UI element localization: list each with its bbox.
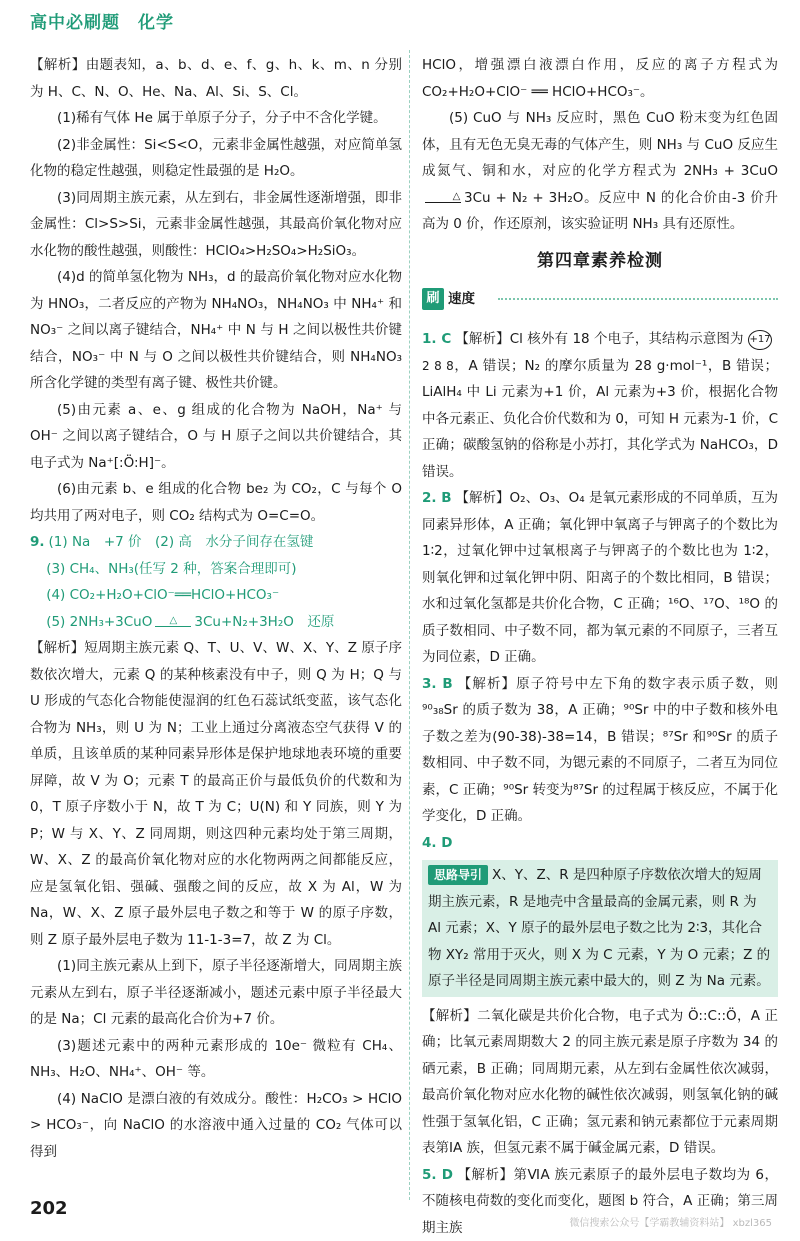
analysis-text: 【解析】O₂、O₃、O₄ 是氧元素形成的不同单质，互为同素异形体，A 正确；氧化钾中氧离子与钾离子的个数比为 1∶2，过氧化钾中过氧根离子与钾离子的个数比也为 1∶2，则氧化钾和过氧化钾中阴、阳离子的个数比相同，B 错误；水和过氧化氢都是共价化合物，C 正确；¹⁶O、¹⁷O、¹⁸O 的质子数相同、中子数不同，都为氧元素的不同原子，三者互为同位素，D 正确。 [422,490,778,665]
thinking-guide-text: X、Y、Z、R 是四种原子序数依次增大的短周期主族元素，R 是地壳中含量最高的金属元素，则 R 为 Al 元素；X、Y 原子的最外层电子数之比为 2∶3，其化合物 XY₂ 常用于灭火，则 X 为 C 元素，Y 为 O 元素；Z 的原子半径是同周期主族元素中最大的，则 Z 为 Na 元素。 [428,867,770,989]
nucleus: +17 [748,330,772,350]
question-number: 5. D [422,1167,453,1183]
analysis-9-part4: (4) NaClO 是漂白液的有效成分。酸性：H₂CO₃ > HClO > HCO₃⁻，向 NaClO 的水溶液中通入过量的 CO₂ 气体可以得到 [30,1086,402,1166]
question-4 [422,830,778,857]
reaction-condition [425,192,461,203]
footer-watermark: 微信搜索公众号【学霸教辅资料站】 xbzl365 [569,1214,772,1229]
brush-icon: 刷 [422,288,444,310]
question-5 [422,1162,778,1241]
analysis-text: 【解析】Cl 核外有 18 个电子，其结构示意图为 [455,331,743,347]
analysis-8: 【解析】由题表知，a、b、d、e、f、g、h、k、m、n 分别为 H、C、N、O、He、Na、Al、Si、S、Cl。 [30,52,402,105]
left-column [30,52,402,1165]
analysis-9-continued: HClO，增强漂白液漂白作用，反应的离子方程式为 CO₂+H₂O+ClO⁻ ══ HClO+HCO₃⁻。 [422,52,778,105]
answer-line: (1) Na +7 价 (2) 高 水分子间存在氢键 [49,534,314,550]
chapter-title: 第四章素养检测 [422,248,778,275]
header-title: 高中必刷题 化学 [30,8,174,33]
analysis-9-part1: (1)同主族元素从上到下，原子半径逐渐增大，同周期主族元素从左到右，原子半径逐渐减小，题述元素中原子半径最大的是 Na；Cl 元素的最高化合价为+7 价。 [30,953,402,1033]
equation-left: (5) 2NH₃+3CuO [46,614,152,630]
electron-shells: 2 8 8 [422,359,454,373]
answer-line: (3) CH₄、NH₃(任写 2 种，答案合理即可) [30,556,402,583]
analysis-text: ，A 错误；N₂ 的摩尔质量为 28 g·mol⁻¹，B 错误；LiAlH₄ 中 Li 元素为+1 价，Al 元素为+3 价，根据化合物中各元素正、负化合价代数和为 0，可知 H 元素为-1 价，C 正确；碳酸氢钠的俗称是小苏打，其化学式为 NaHCO₃，D 错误。 [422,358,778,480]
analysis-8-part6: (6)由元素 b、e 组成的化合物 be₂ 为 CO₂，C 与每个 O 均共用了两对电子，则 CO₂ 结构式为 O=C=O。 [30,476,402,529]
question-2 [422,485,778,671]
analysis-text: 【解析】第ⅥA 族元素原子的最外层电子数均为 6，不随核电荷数的变化而变化，题图 b 符合，A 正确；第三周期主族 [422,1167,778,1236]
thinking-guide-box [422,860,778,997]
analysis-9-part5 [422,105,778,238]
heat-symbol: △ [170,615,178,626]
dotted-rule [498,298,778,300]
question-number: 9. [30,534,45,550]
question-number: 4. D [422,835,452,851]
question-3 [422,671,778,830]
question-number: 3. B [422,676,453,692]
question-number: 2. B [422,490,452,506]
analysis-8-part1: (1)稀有气体 He 属于单原子分子，分子中不含化学键。 [30,105,402,132]
analysis-8-part3: (3)同周期主族元素，从左到右，非金属性逐渐增强，即非金属性：Cl>S>Si，元素非金属性越强，其最高价氧化物对应水化物的酸性越强，则酸性：HClO₄>H₂SO₄>H₂SiO₃。 [30,185,402,265]
analysis-8-part2: (2)非金属性：Si<S<O，元素非金属性越强，对应简单氢化物的稳定性越强，则稳定性最强的是 H₂O。 [30,132,402,185]
reaction-condition [155,616,191,627]
right-column [422,52,778,1241]
section-speed [422,286,778,312]
question-1 [422,326,778,485]
answer-line: (4) CO₂+H₂O+ClO⁻══HClO+HCO₃⁻ [30,582,402,609]
heat-symbol: △ [453,191,461,202]
section-label: 速度 [448,291,475,307]
column-divider [409,50,410,1200]
analysis-text: (5) CuO 与 NH₃ 反应时，黑色 CuO 粉末变为红色固体，且有无色无臭无毒的气体产生，则 NH₃ 与 CuO 反应生成氮气、铜和水，对应的化学方程式为 2NH₃ + 3CuO [422,110,778,179]
thinking-guide-tag: 思路导引 [428,865,488,885]
equation-right: 3Cu+N₂+3H₂O 还原 [194,614,334,630]
analysis-text: 3Cu + N₂ + 3H₂O。反应中 N 的化合价由-3 价升高为 0 价，作还原剂，该实验证明 NH₃ 具有还原性。 [422,190,778,233]
question-number: 1. C [422,331,451,347]
analysis-text: 【解析】原子符号中左下角的数字表示质子数，则⁹⁰₃₈Sr 的质子数为 38，A 正确；⁹⁰Sr 中的中子数和核外电子数之差为(90-38)-38=14，B 错误；⁸⁷Sr 和⁹⁰Sr 的质子数相同、中子数不同，为锶元素的不同原子，二者互为同位素，C 正确；⁹⁰Sr 转变为⁸⁷Sr 的过程属于核反应，不属于化学变化，D 正确。 [422,676,778,825]
question-9-answer [30,529,402,556]
page-number: 202 [30,1198,68,1219]
analysis-9-part3: (3)题述元素中的两种元素形成的 10e⁻ 微粒有 CH₄、NH₃、H₂O、NH₄⁺、OH⁻ 等。 [30,1033,402,1086]
answer-line [30,609,402,636]
analysis-9: 【解析】短周期主族元素 Q、T、U、V、W、X、Y、Z 原子序数依次增大，元素 Q 的某种核素没有中子，则 Q 为 H；Q 与 U 形成的气态化合物能使湿润的红色石蕊试纸变蓝，该气态化合物为 NH₃，则 U 为 N；工业上通过分离液态空气获得 V 的单质，且该单质的某种同素异形体是保护地球地表环境的重要屏障，故 V 为 O；元素 T 的最高正价与最低负价的代数和为 0，T 原子序数小于 N，故 T 为 C；U(N) 和 Y 同族，则 Y 为 P；W 与 X、Y、Z 同周期，则这四种元素均处于第三周期，W、X、Z 的最高价氧化物对应的水化物两两之间都能反应，应是氢氧化铝、强碱、强酸之间的反应，故 X 为 Al，W 为 Na，W、X、Z 原子最外层电子数之和等于 W 的原子序数，则 Z 原子最外层电子数为 11-1-3=7，故 Z 为 Cl。 [30,635,402,953]
analysis-8-part5: (5)由元素 a、e、g 组成的化合物为 NaOH，Na⁺ 与 OH⁻ 之间以离子键结合，O 与 H 原子之间以共价键结合，其电子式为 Na⁺[:Ö:H]⁻。 [30,397,402,477]
analysis-4: 【解析】二氧化碳是共价化合物，电子式为 Ö::C::Ö，A 正确；比氧元素周期数大 2 的同主族元素是原子序数为 34 的硒元素，B 正确；同周期元素，从左到右金属性依次减弱，最高价氧化物对应水化物的碱性依次减弱，则氢氧化钠的碱性强于氢氧化铝，C 正确；氢元素和钠元素都位于元素周期表第ⅠA 族，但氢元素不属于碱金属元素，D 错误。 [422,1003,778,1162]
atom-structure-diagram [748,326,778,352]
analysis-8-part4: (4)d 的简单氢化物为 NH₃，d 的最高价氧化物对应水化物为 HNO₃，二者反应的产物为 NH₄NO₃，NH₄NO₃ 中 NH₄⁺ 和 NO₃⁻ 之间以离子键结合，NH₄⁺ 中 N 与 H 之间以极性共价键结合，NO₃⁻ 中 N 与 O 之间以极性共价键结合，则 NH₄NO₃ 所含化学键的类型有离子键、极性共价键。 [30,264,402,397]
